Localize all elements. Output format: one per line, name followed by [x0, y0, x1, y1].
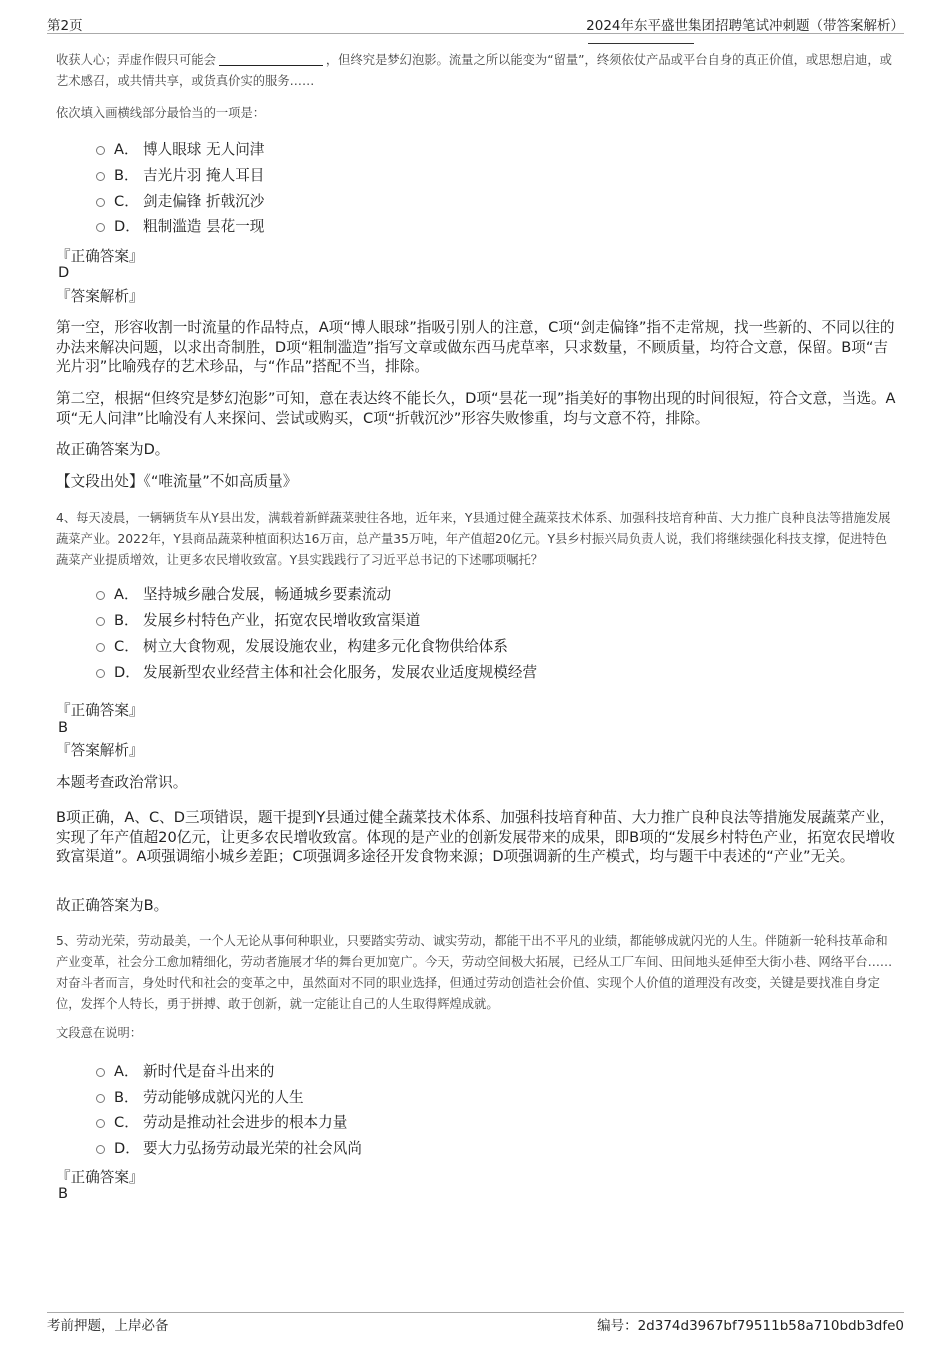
q3-option-b[interactable]	[96, 163, 264, 185]
q5-option-d[interactable]	[96, 1136, 362, 1158]
fill-blank	[219, 52, 323, 66]
q3-intro	[56, 50, 896, 92]
q5-option-b[interactable]	[96, 1085, 304, 1107]
q5-answer-label: 『正确答案』	[56, 1169, 144, 1186]
q3-option-c[interactable]	[96, 189, 264, 211]
q4-analysis-para-2: B项正确，A、C、D三项错误，题干提到Y县通过健全蔬菜技术体系、加强科技培育种苗、大力推广良种良法等措施发展蔬菜产业，实现了年产值超20亿元，让更多农民增收致富。体现的是产业的创新发展带来的成果，即B项的“发展乡村特色产业，拓宽农民增收致富渠道”。A项强调缩小城乡差距；C项强调多途径开发食物来源；D项强调新的生产模式，均与题干中表述的“产业”无关。	[56, 809, 895, 865]
option-letter: C．	[114, 1113, 139, 1131]
page-header	[47, 14, 904, 34]
code-value: 2d374d3967bf79511b58a710bdb3dfe0	[637, 1318, 904, 1334]
option-letter: C．	[114, 192, 139, 210]
q4-stem: 4、每天凌晨，一辆辆货车从Y县出发，满载着新鲜蔬菜驶往各地，近年来，Y县通过健全蔬菜技术体系、加强科技培育种苗、大力推广良种良法等措施发展蔬菜产业。2022年，Y县商品蔬菜种植面积达16万亩，总产量35万吨，年产值超20亿元。Y县乡村振兴局负责人说，我们将继续强化科技支撑，促进特色蔬菜产业提质增效，让更多农民增收致富。Y县实践践行了习近平总书记的下述哪项嘱托？	[56, 511, 891, 567]
q3-intro-after: ，但终究是梦幻泡影。流量之所以能变为“留量”，终须依仗产品或平台自身的真正价值，或思想启迪，或艺术感召，或共情共享，或货真价实的服务……	[56, 53, 892, 88]
q5-prompt: 文段意在说明：	[56, 1026, 143, 1040]
option-text: 粗制滥造 昙花一现	[143, 217, 265, 235]
q3-option-d[interactable]	[96, 214, 264, 236]
q5-option-c[interactable]	[96, 1110, 347, 1132]
footer-slogan: 考前押题，上岸必备	[47, 1318, 169, 1334]
option-letter: B．	[114, 166, 139, 184]
radio-button-icon[interactable]	[96, 1094, 105, 1103]
radio-button-icon[interactable]	[96, 1068, 105, 1077]
option-text: 要大力弘扬劳动最光荣的社会风尚	[143, 1139, 362, 1157]
radio-button-icon[interactable]	[96, 617, 105, 626]
option-text: 发展新型农业经营主体和社会化服务，发展农业适度规模经营	[143, 663, 538, 681]
q4-analysis-para-1: 本题考查政治常识。	[56, 774, 188, 791]
radio-button-icon[interactable]	[96, 223, 105, 232]
page-number: 第2页	[47, 18, 83, 34]
radio-button-icon[interactable]	[96, 198, 105, 207]
q4-option-c[interactable]	[96, 634, 508, 656]
option-letter: D．	[114, 1139, 140, 1157]
option-letter: B．	[114, 611, 139, 629]
q3-analysis-label: 『答案解析』	[56, 288, 144, 305]
radio-button-icon[interactable]	[96, 591, 105, 600]
document-code	[597, 1314, 904, 1334]
option-letter: B．	[114, 1088, 139, 1106]
option-text: 树立大食物观，发展设施农业，构建多元化食物供给体系	[143, 637, 508, 655]
option-text: 坚持城乡融合发展，畅通城乡要素流动	[143, 585, 392, 603]
q4-answer-label: 『正确答案』	[56, 702, 144, 719]
q4-option-b[interactable]	[96, 608, 420, 630]
option-text: 博人眼球 无人问津	[143, 140, 265, 158]
q4-option-a[interactable]	[96, 582, 391, 604]
q3-analysis-para-1: 第一空，形容收割一时流量的作品特点，A项“博人眼球”指吸引别人的注意，C项“剑走偏锋”指不走常规，找一些新的、不同以往的办法来解决问题，以求出奇制胜，D项“粗制滥造”指写文章或做东西马虎草率，只求数量，不顾质量，均符合文意，保留。B项“吉光片羽”比喻残存的艺术珍品，与“作品”搭配不当，排除。	[56, 319, 895, 375]
option-letter: A．	[114, 1062, 139, 1080]
q3-intro-before: 收获人心；弄虚作假只可能会	[56, 53, 216, 67]
code-label: 编号：	[597, 1318, 638, 1334]
q4-answer: B	[58, 719, 69, 736]
option-text: 劳动能够成就闪光的人生	[143, 1088, 304, 1106]
radio-button-icon[interactable]	[96, 669, 105, 678]
q3-analysis-para-2: 第二空，根据“但终究是梦幻泡影”可知，意在表达终不能长久，D项“昙花一现”指美好的事物出现的时间很短，符合文意，当选。A项“无人问津”比喻没有人来探问、尝试或购买，C项“折戟沉沙”形容失败惨重，均与文意不符，排除。	[56, 390, 896, 427]
option-letter: D．	[114, 217, 140, 235]
radio-button-icon[interactable]	[96, 1145, 105, 1154]
header-underline-tab	[588, 43, 694, 44]
option-letter: A．	[114, 140, 139, 158]
radio-button-icon[interactable]	[96, 1119, 105, 1128]
q4-option-d[interactable]	[96, 660, 537, 682]
q5-option-a[interactable]	[96, 1059, 274, 1081]
option-text: 发展乡村特色产业，拓宽农民增收致富渠道	[143, 611, 421, 629]
option-text: 新时代是奋斗出来的	[143, 1062, 275, 1080]
q5-stem: 5、劳动光荣，劳动最美，一个人无论从事何种职业，只要踏实劳动、诚实劳动，都能干出不平凡的业绩，都能够成就闪光的人生。伴随新一轮科技革命和产业变革，社会分工愈加精细化，劳动者施展才华的舞台更加宽广。今天，劳动空间极大拓展，已经从工厂车间、田间地头延伸至大街小巷、网络平台……对奋斗者而言，身处时代和社会的变革之中，虽然面对不同的职业选择，但通过劳动创造社会价值、实现个人价值的道理没有改变，关键是要找准自身定位，发挥个人特长，勇于拼搏、敢于创新，就一定能让自己的人生取得辉煌成就。	[56, 934, 893, 1011]
q4-conclusion: 故正确答案为B。	[56, 897, 169, 914]
radio-button-icon[interactable]	[96, 146, 105, 155]
option-letter: C．	[114, 637, 139, 655]
q5-answer: B	[58, 1185, 69, 1202]
q3-source: 【文段出处】《“唯流量”不如高质量》	[56, 473, 298, 490]
option-text: 剑走偏锋 折戟沉沙	[143, 192, 265, 210]
document-title: 2024年东平盛世集团招聘笔试冲刺题（带答案解析）	[586, 18, 904, 34]
option-text: 吉光片羽 掩人耳目	[143, 166, 265, 184]
header-divider	[47, 33, 904, 34]
q4-analysis-label: 『答案解析』	[56, 742, 144, 759]
option-letter: A．	[114, 585, 139, 603]
q3-prompt: 依次填入画横线部分最恰当的一项是：	[56, 106, 266, 120]
radio-button-icon[interactable]	[96, 643, 105, 652]
option-text: 劳动是推动社会进步的根本力量	[143, 1113, 348, 1131]
option-letter: D．	[114, 663, 140, 681]
q3-option-a[interactable]	[96, 137, 264, 159]
radio-button-icon[interactable]	[96, 172, 105, 181]
q3-answer-label: 『正确答案』	[56, 248, 144, 265]
footer-divider	[47, 1312, 904, 1313]
q3-answer: D	[58, 264, 70, 281]
q3-conclusion: 故正确答案为D。	[56, 441, 170, 458]
